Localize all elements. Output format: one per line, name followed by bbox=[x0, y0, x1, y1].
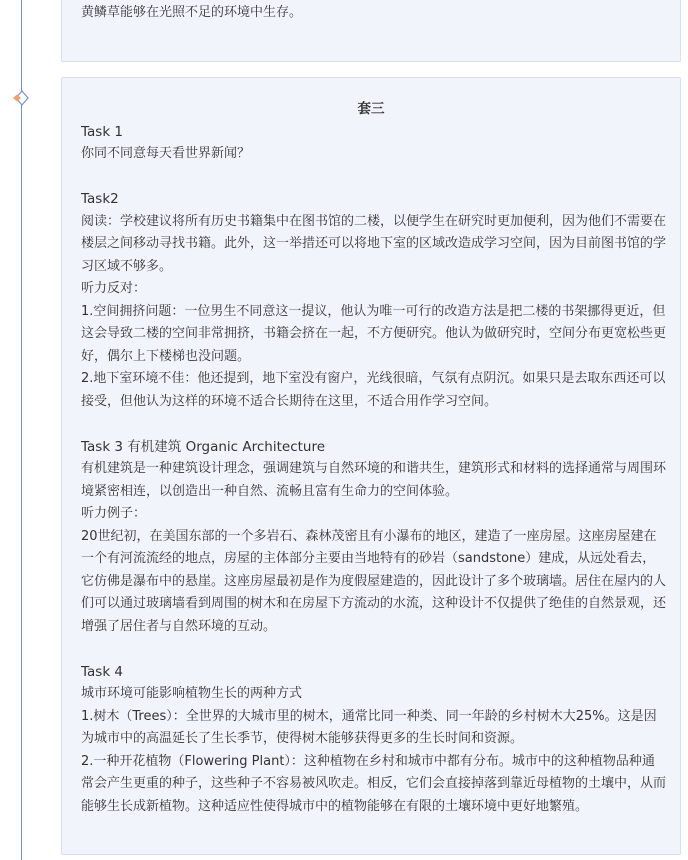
task4-subtitle: 城市环境可能影响植物生长的两种方式 bbox=[81, 686, 303, 701]
task3-listening-label: 听力例子： bbox=[81, 506, 147, 521]
previous-card bbox=[61, 0, 681, 62]
task3-example: 20世纪初，在美国东部的一个多岩石、森林茂密且有小瀑布的地区，建造了一座房屋。这座房屋建在一个有河流流经的地点，房屋的主体部分主要由当地特有的砂岩（sandstone）建成，从远处看去，它仿佛是瀑布中的悬崖。这座房屋最初是作为度假屋建造的，因此设计了多个玻璃墙。居住在屋内的人们可以通过玻璃墙看到周围的树木和在房屋下方流动的水流，这种设计不仅提供了绝佳的自然景观，还增强了居住者与自然环境的互动。 bbox=[81, 528, 667, 634]
task4-point-2: 2.一种开花植物（Flowering Plant）：这种植物在乡村和城市中都有分布。城市中的这种植物品种通常会产生更重的种子，这些种子不容易被风吹走。相反，它们会直接掉落到靠近母植物的土壤中，从而能够生长成新植物。这种适应性使得城市中的植物能够在有限的土壤环境中更好地繁殖。 bbox=[81, 753, 667, 814]
task4-point-1: 1.树木（Trees）：全世界的大城市里的树木，通常比同一种类、同一年龄的乡村树木大25%。这是因为城市中的高温延长了生长季节，使得树木能够获得更多的生长时间和资源。 bbox=[81, 708, 657, 746]
spacer bbox=[81, 638, 667, 661]
task2-point-1: 1.空间拥挤问题：一位男生不同意这一提议，他认为唯一可行的改造方法是把二楼的书架挪得更近，但这会导致二楼的空间非常拥挤，书籍会挤在一起，不方便研究。他认为做研究时，空间分布更宽松些更好，偶尔上下楼梯也没问题。 bbox=[81, 303, 667, 364]
task4-title: Task 4 bbox=[81, 663, 124, 680]
task2-listening-label: 听力反对： bbox=[81, 281, 147, 296]
task2-reading: 阅读：学校建议将所有历史书籍集中在图书馆的二楼，以便学生在研究时更加便利，因为他们不需要在楼层之间移动寻找书籍。此外，这一举措还可以将地下室的区域改造成学习空间，因为目前图书馆的学习区域不够多。 bbox=[81, 213, 667, 274]
task2-point-2: 2.地下室环境不佳：他还提到，地下室没有窗户，光线很暗，气氛有点阴沉。如果只是去取东西还可以接受，但他认为这样的环境不适合长期待在这里，不适合用作学习空间。 bbox=[81, 371, 666, 409]
spacer bbox=[81, 413, 667, 436]
timeline-diamond-icon bbox=[13, 89, 29, 107]
timeline-line bbox=[21, 0, 22, 860]
task3-reading: 有机建筑是一种建筑设计理念，强调建筑与自然环境的和谐共生，建筑形式和材料的选择通常与周围环境紧密相连，以创造出一种自然、流畅且富有生命力的空间体验。 bbox=[81, 461, 667, 499]
question-set-card bbox=[61, 77, 681, 855]
previous-card-last-line: 黄鳞草能够在光照不足的环境中生存。 bbox=[81, 5, 303, 20]
task1-question: 你同不同意每天看世界新闻？ bbox=[81, 146, 251, 161]
set-title: 套三 bbox=[357, 101, 385, 117]
task2-title: Task2 bbox=[81, 191, 119, 207]
task1-title: Task 1 bbox=[81, 123, 124, 140]
spacer bbox=[81, 166, 667, 189]
task3-title: Task 3 有机建筑 Organic Architecture bbox=[81, 438, 326, 455]
question-set-content bbox=[81, 98, 667, 818]
